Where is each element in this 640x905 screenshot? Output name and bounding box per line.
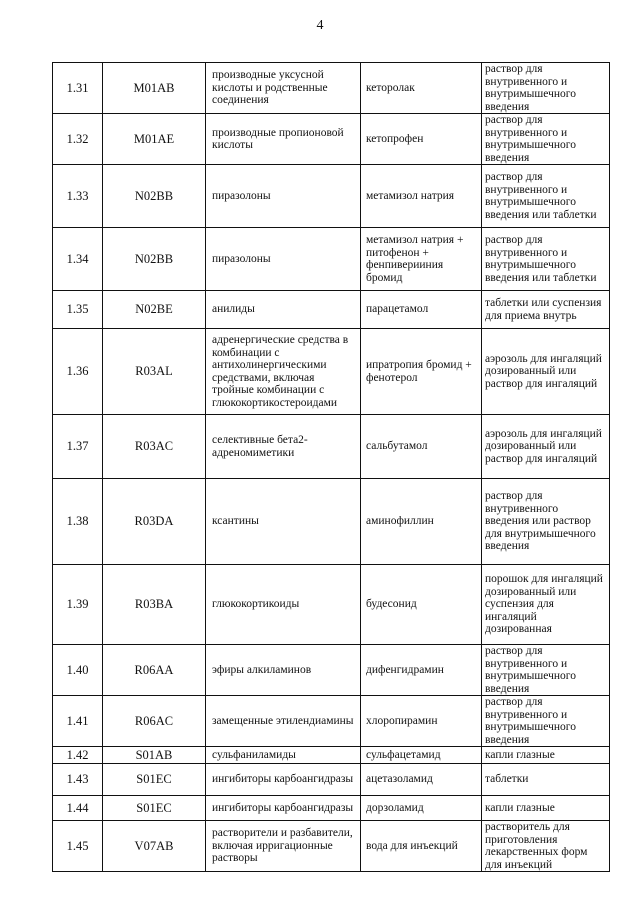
- drug-name: метамизол натрия + питофенон + фенпиверииния бромид: [361, 228, 482, 291]
- drug-name: аминофиллин: [361, 479, 482, 565]
- pharm-group: ингибиторы карбоангидразы: [206, 764, 361, 796]
- pharm-group: ингибиторы карбоангидразы: [206, 796, 361, 821]
- drug-name: кетопрофен: [361, 114, 482, 165]
- drug-name: хлоропирамин: [361, 696, 482, 747]
- table-row: [53, 821, 610, 872]
- drug-name: парацетамол: [361, 291, 482, 329]
- table-row: [53, 415, 610, 479]
- drug-name: сульфацетамид: [361, 747, 482, 764]
- table-row: [53, 565, 610, 645]
- pharm-group: замещенные этилендиамины: [206, 696, 361, 747]
- atc-code: N02BB: [103, 165, 206, 228]
- atc-code: S01EC: [103, 796, 206, 821]
- row-number: 1.35: [53, 291, 103, 329]
- drug-name: будесонид: [361, 565, 482, 645]
- atc-code: R06AC: [103, 696, 206, 747]
- pharm-group: адренергические средства в комбинации с антихолинергическими средствами, включая тройные комбинации с глюкокортикостероидами: [206, 329, 361, 415]
- page-number: 4: [316, 18, 324, 33]
- pharm-group: ксантины: [206, 479, 361, 565]
- row-number: 1.41: [53, 696, 103, 747]
- atc-code: R03AL: [103, 329, 206, 415]
- dosage-form: капли глазные: [482, 796, 610, 821]
- atc-code: R06AA: [103, 645, 206, 696]
- atc-code: N02BE: [103, 291, 206, 329]
- dosage-form: раствор для внутривенного и внутримышечного введения: [482, 696, 610, 747]
- row-number: 1.45: [53, 821, 103, 872]
- atc-code: R03DA: [103, 479, 206, 565]
- row-number: 1.38: [53, 479, 103, 565]
- dosage-form: растворитель для приготовления лекарственных форм для инъекций: [482, 821, 610, 872]
- drug-name: дорзоламид: [361, 796, 482, 821]
- row-number: 1.32: [53, 114, 103, 165]
- pharm-group: производные пропионовой кислоты: [206, 114, 361, 165]
- atc-code: N02BB: [103, 228, 206, 291]
- atc-code: S01AB: [103, 747, 206, 764]
- atc-code: R03AC: [103, 415, 206, 479]
- pharm-group: пиразолоны: [206, 228, 361, 291]
- row-number: 1.37: [53, 415, 103, 479]
- atc-code: R03BA: [103, 565, 206, 645]
- drug-name: метамизол натрия: [361, 165, 482, 228]
- row-number: 1.33: [53, 165, 103, 228]
- dosage-form: таблетки или суспензия для приема внутрь: [482, 291, 610, 329]
- dosage-form: раствор для внутривенного и внутримышечного введения: [482, 63, 610, 114]
- pharm-group: растворители и разбавители, включая ирригационные растворы: [206, 821, 361, 872]
- pharm-group: селективные бета2-адреномиметики: [206, 415, 361, 479]
- table-row: [53, 63, 610, 114]
- dosage-form: капли глазные: [482, 747, 610, 764]
- drug-name: ипратропия бромид + фенотерол: [361, 329, 482, 415]
- drug-table: [52, 62, 610, 872]
- atc-code: M01AE: [103, 114, 206, 165]
- row-number: 1.42: [53, 747, 103, 764]
- row-number: 1.39: [53, 565, 103, 645]
- table-row: [53, 114, 610, 165]
- pharm-group: анилиды: [206, 291, 361, 329]
- table-row: [53, 645, 610, 696]
- pharm-group: эфиры алкиламинов: [206, 645, 361, 696]
- row-number: 1.40: [53, 645, 103, 696]
- table-row: [53, 747, 610, 764]
- row-number: 1.31: [53, 63, 103, 114]
- table-row: [53, 479, 610, 565]
- table-row: [53, 329, 610, 415]
- drug-name: дифенгидрамин: [361, 645, 482, 696]
- dosage-form: раствор для внутривенного и внутримышечного введения или таблетки: [482, 228, 610, 291]
- drug-name: вода для инъекций: [361, 821, 482, 872]
- row-number: 1.34: [53, 228, 103, 291]
- table-row: [53, 165, 610, 228]
- pharm-group: пиразолоны: [206, 165, 361, 228]
- atc-code: V07AB: [103, 821, 206, 872]
- drug-name: ацетазоламид: [361, 764, 482, 796]
- pharm-group: сульфаниламиды: [206, 747, 361, 764]
- table-row: [53, 291, 610, 329]
- dosage-form: раствор для внутривенного введения или раствор для внутримышечного введения: [482, 479, 610, 565]
- dosage-form: порошок для ингаляций дозированный или суспензия для ингаляций дозированная: [482, 565, 610, 645]
- atc-code: S01EC: [103, 764, 206, 796]
- drug-name: сальбутамол: [361, 415, 482, 479]
- table-row: [53, 764, 610, 796]
- dosage-form: раствор для внутривенного и внутримышечного введения: [482, 114, 610, 165]
- row-number: 1.36: [53, 329, 103, 415]
- dosage-form: таблетки: [482, 764, 610, 796]
- pharm-group: глюкокортикоиды: [206, 565, 361, 645]
- dosage-form: аэрозоль для ингаляций дозированный или раствор для ингаляций: [482, 415, 610, 479]
- drug-name: кеторолак: [361, 63, 482, 114]
- pharm-group: производные уксусной кислоты и родственные соединения: [206, 63, 361, 114]
- atc-code: M01AB: [103, 63, 206, 114]
- row-number: 1.43: [53, 764, 103, 796]
- dosage-form: раствор для внутривенного и внутримышечного введения: [482, 645, 610, 696]
- table-row: [53, 796, 610, 821]
- table-row: [53, 228, 610, 291]
- dosage-form: раствор для внутривенного и внутримышечного введения или таблетки: [482, 165, 610, 228]
- table-row: [53, 696, 610, 747]
- row-number: 1.44: [53, 796, 103, 821]
- dosage-form: аэрозоль для ингаляций дозированный или раствор для ингаляций: [482, 329, 610, 415]
